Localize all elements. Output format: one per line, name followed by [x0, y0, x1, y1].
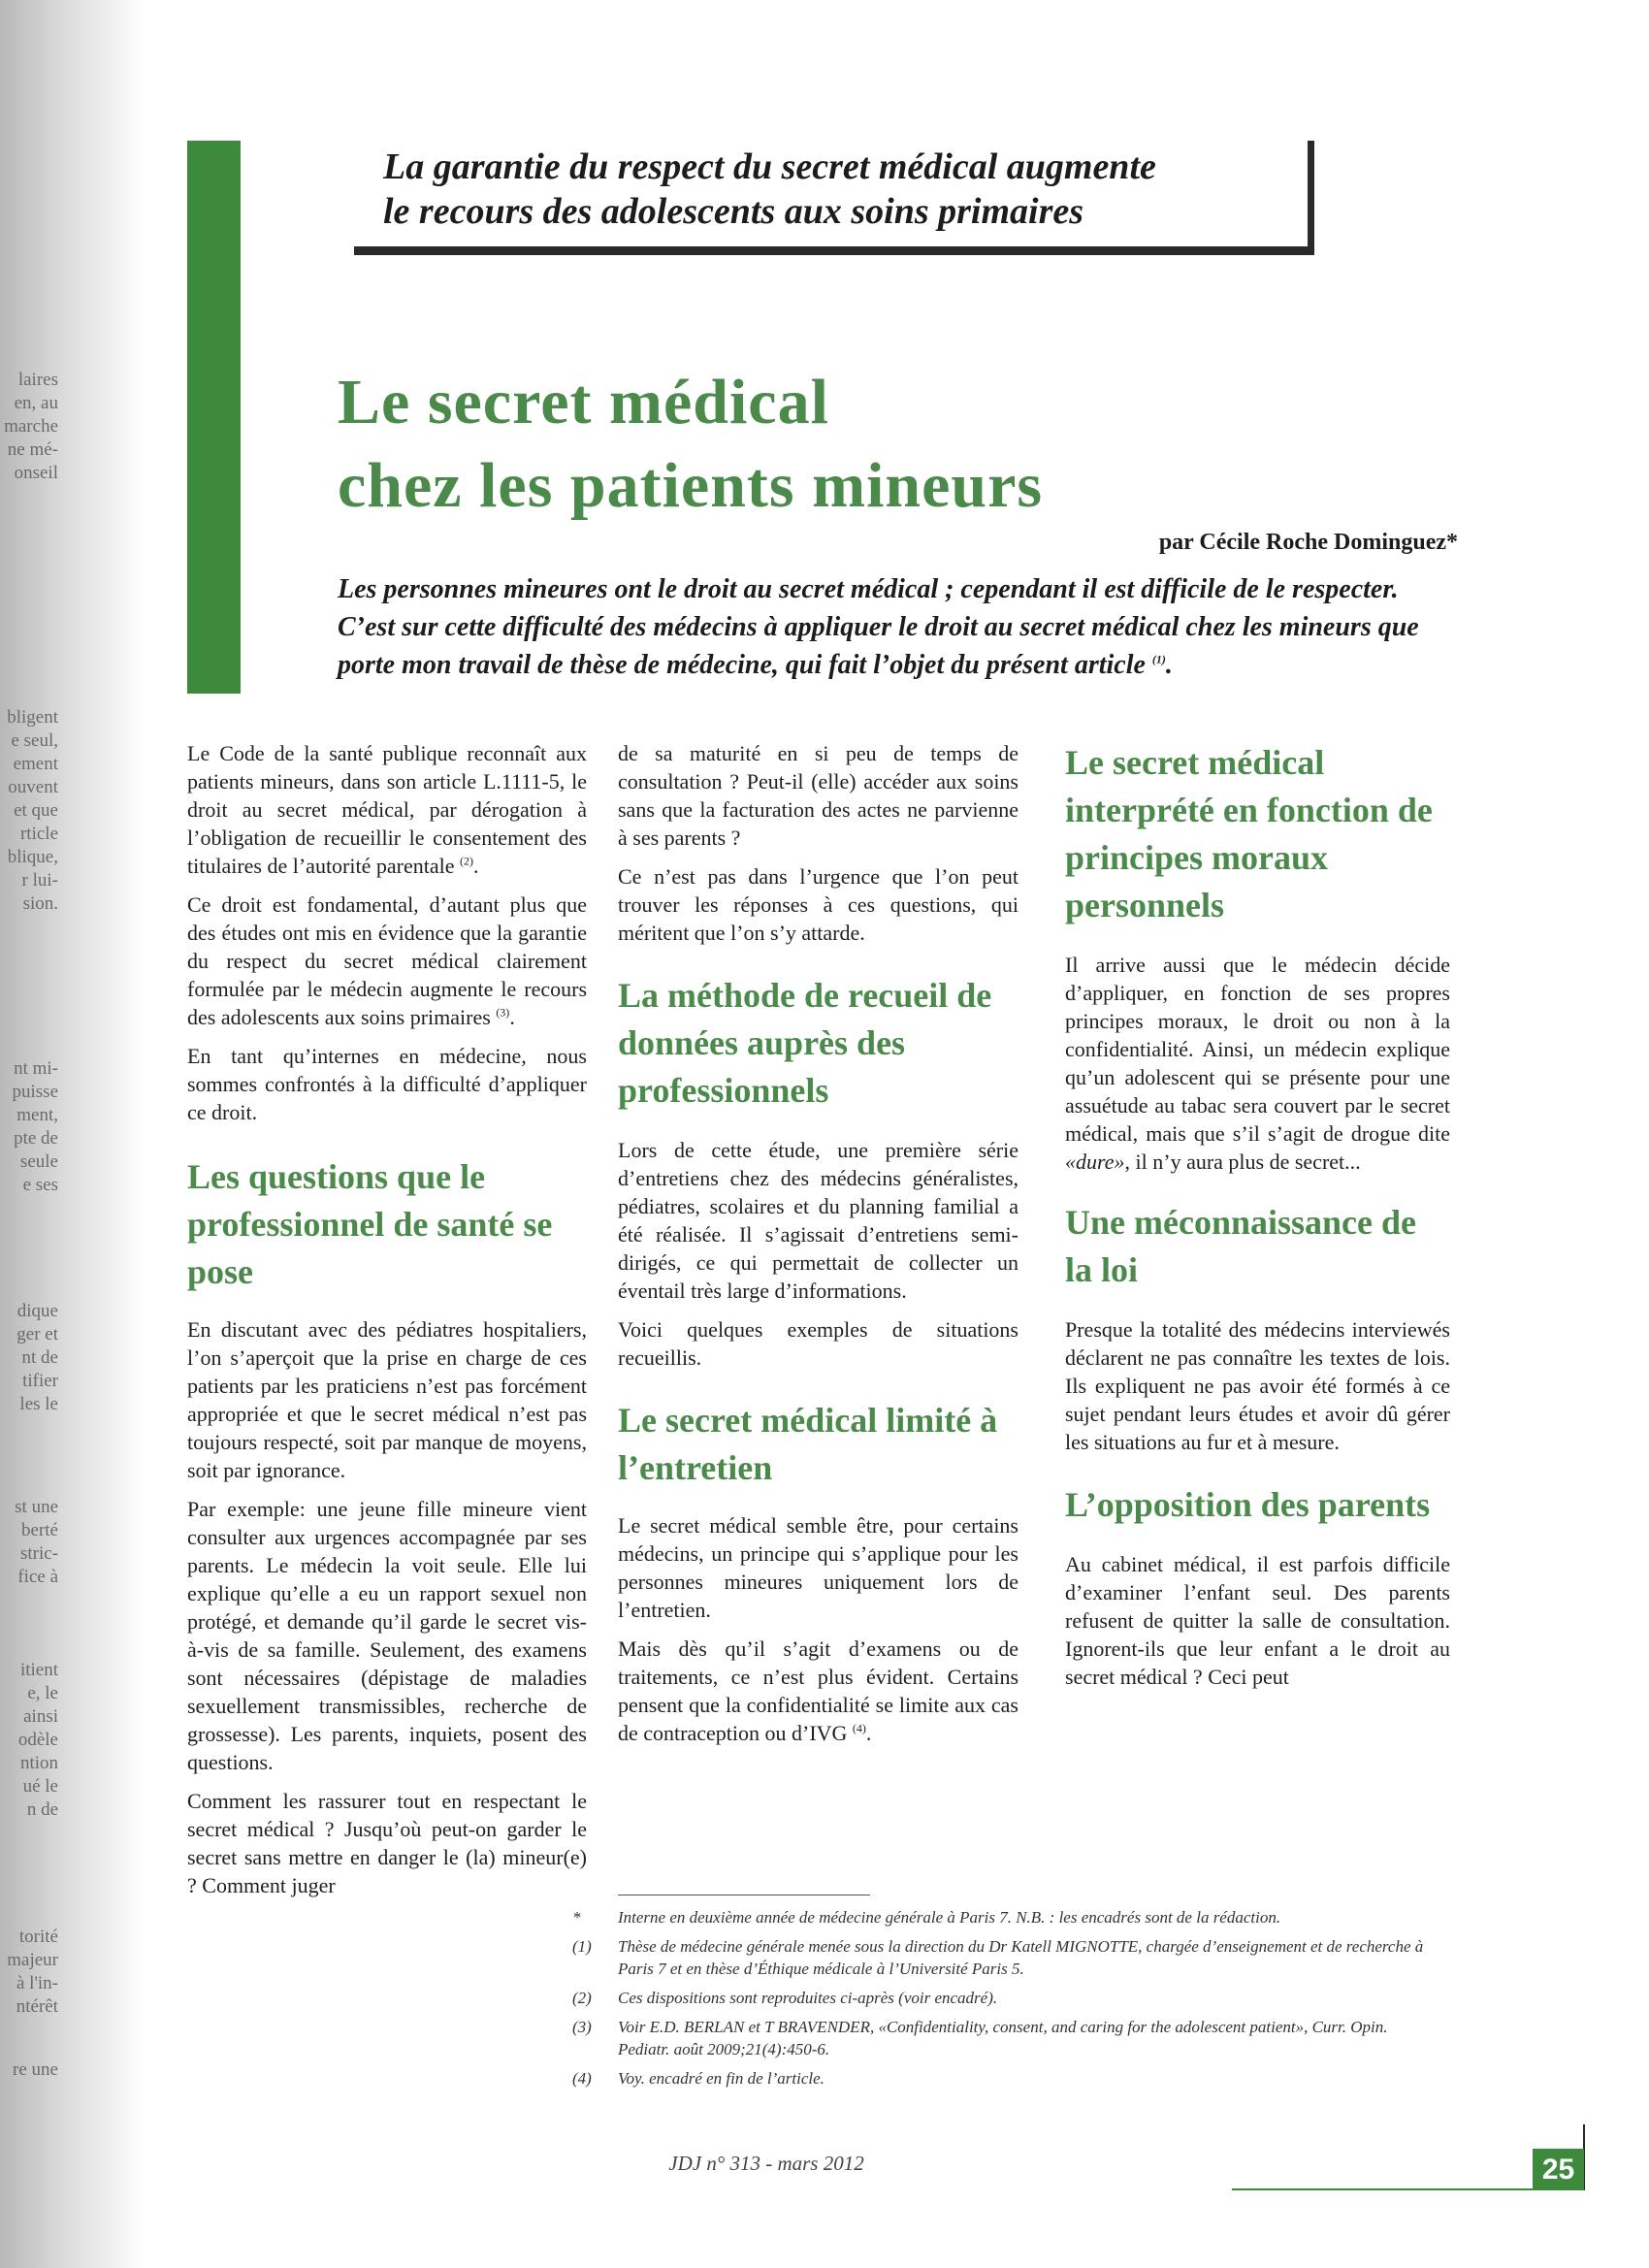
footnote-mark: (4) — [572, 2069, 592, 2088]
paragraph: de sa maturité en si peu de temps de consultation ? Peut-il (elle) accéder aux soins sans que la facturation des actes ne parvienne à ses parents ? — [618, 741, 1018, 850]
footnote — [572, 1935, 1436, 1980]
gutter-fragment-2: bligent e seul, ement ouvent et que rticle blique, r lui- sion. — [7, 707, 58, 914]
page-number-rule — [1232, 2188, 1584, 2190]
banner-text — [383, 145, 1156, 234]
paragraph: Ce n’est pas dans l’urgence que l’on peut trouver les réponses à ces questions, qui méritent que l’on s’y attarde. — [618, 864, 1018, 945]
section-heading: L’opposition des parents — [1065, 1485, 1431, 1524]
gutter-fragment-4: dique ger et nt de tifier les le — [16, 1301, 58, 1414]
footnote-ref: (2) — [459, 854, 473, 868]
paragraph-text: Mais dès qu’il s’agit d’examens ou de traitements, ce n’est plus évident. Certains pensent que la confidentialité se limite aux cas de contraception ou d’IVG — [618, 1636, 1018, 1745]
footnote — [572, 1906, 1436, 1928]
paragraph-text: , il n’y aura plus de secret... — [1124, 1150, 1361, 1174]
footnote — [572, 1987, 1436, 2009]
footnote-mark: (3) — [572, 2018, 592, 2036]
section-heading: Le secret médical limité à l’entretien — [618, 1401, 998, 1487]
section-heading: Les questions que le professionnel de santé se pose — [187, 1157, 553, 1291]
paragraph: Lors de cette étude, une première série d’entretiens chez des médecins généralistes, pédiatres, scolaires et du planning familial a été réalisée. Il s’agissait d’entretiens semi-dirigés, ce qui permettait de collecter un éventail très large d’informations. — [618, 1138, 1018, 1303]
footnote-mark: (2) — [572, 1989, 592, 2007]
footnote-text: Voir E.D. BERLAN et T BRAVENDER, «Confidentiality, consent, and caring for the adolescent patient», Curr. Opin. Pediatr. août 2009;21(4):450-6. — [618, 2018, 1388, 2058]
paragraph-text: Ce droit est fondamental, d’autant plus que des études ont mis en évidence que la garantie du respect du secret médical clairement formulée par le médecin augmente le recours des adolescents aux soins primaires — [187, 892, 587, 1029]
title-line-1: Le secret médical — [338, 367, 829, 437]
lead-paragraph: Les personnes mineures ont le droit au secret médical ; cependant il est difficile de le respecter. C’est sur cette difficulté des médecins à appliquer le droit au secret médical chez les mineurs que porte mon travail de thèse de médecine, qui fait l’objet du présent article $^{(1)}$. — [338, 574, 1419, 680]
footnote-ref: (3) — [496, 1005, 510, 1020]
paragraph: Presque la totalité des médecins interviewés déclarent ne pas connaître les textes de lois. Ils expliquent ne pas avoir été formés à ce sujet pendant leurs études et avoir dû gérer les situations au fur et à mesure. — [1065, 1317, 1450, 1454]
title-line-2: chez les patients mineurs — [338, 450, 1044, 521]
gutter-fragment-8: re une — [13, 2059, 58, 2080]
footnote — [572, 2067, 1436, 2090]
paragraph: En discutant avec des pédiatres hospitaliers, l’on s’aperçoit que la prise en charge de ces patients par les praticiens n’est pas forcément appropriée et que le secret médical n’est pas toujours respecté, soit par manque de moyens, soit par ignorance. — [187, 1317, 587, 1482]
gutter-fragment-3: nt mi- puisse ment, pte de seule e ses — [12, 1058, 58, 1195]
paragraph-text: Il arrive aussi que le médecin décide d’appliquer, en fonction de ses propres principes moraux, le droit ou non à la confidentialité. Ainsi, un médecin explique qu’un adolescent qui se présente pour une assuétude au tabac sera couvert par le secret médical, mais que s’il s’agit de drogue dite — [1065, 953, 1450, 1146]
footnote-text: Interne en deuxième année de médecine générale à Paris 7. N.B. : les encadrés sont de la rédaction. — [618, 1908, 1281, 1927]
column-2 — [618, 739, 1018, 1758]
banner-line-2: le recours des adolescents aux soins primaires — [383, 191, 1084, 232]
paragraph: Le Code de la santé publique reconnaît aux patients mineurs, dans son article L.1111-5, le droit au secret médical, par dérogation à l’obligation de recueillir le consentement des titulaires de l’autorité parentale $^{(2)}$. — [187, 741, 587, 878]
facing-page-gutter — [0, 0, 146, 2268]
paragraph: Le secret médical semble être, pour certains médecins, un principe qui s’applique pour les personnes mineures uniquement lors de l’entretien. — [618, 1513, 1018, 1622]
article-title — [338, 361, 1043, 528]
lead-text: Les personnes mineures ont le droit au secret médical ; cependant il est difficile de le respecter. C’est sur cette difficulté des médecins à appliquer le droit au secret médical chez les mineurs que porte mon travail de thèse de médecine, qui fait l’objet du présent article — [338, 574, 1419, 680]
paragraph: En tant qu’internes en médecine, nous sommes confrontés à la difficulté d’appliquer ce droit. — [187, 1044, 587, 1124]
page-number: 25 — [1533, 2149, 1584, 2190]
gutter-fragment-6: itient e, le ainsi odèle ntion ué le n de — [17, 1660, 58, 1820]
footnote — [572, 2016, 1436, 2060]
gutter-fragment-1: laires en, au marche ne mé- onseil — [4, 370, 58, 483]
banner-line-1: La garantie du respect du secret médical augmente — [383, 146, 1156, 187]
paragraph — [1065, 951, 1450, 1176]
paragraph: Au cabinet médical, il est parfois difficile d’examiner l’enfant seul. Des parents refusent de quitter la salle de consultation. Ignorent-ils que leur enfant a le droit au secret médical ? Ceci peut — [1065, 1552, 1450, 1689]
emphasis: «dure» — [1065, 1150, 1125, 1174]
paragraph: Mais dès qu’il s’agit d’examens ou de traitements, ce n’est plus évident. Certains pensent que la confidentialité se limite aux cas de contraception ou d’IVG $^{(4)}$. — [618, 1636, 1018, 1745]
headline-banner — [354, 141, 1314, 255]
footnote-text: Ces dispositions sont reproduites ci-après (voir encadré). — [618, 1989, 998, 2007]
paragraph: Comment les rassurer tout en respectant le secret médical ? Jusqu’où peut-on garder le secret sans mettre en danger le (la) mineur(e) ? Comment juger — [187, 1789, 587, 1897]
footnote-text: Voy. encadré en fin de l’article. — [618, 2069, 824, 2088]
paragraph: Par exemple: une jeune fille mineure vient consulter aux urgences accompagnée par ses parents. Le médecin la voit seule. Elle lui explique qu’elle a eu un rapport sexuel non protégé, et demande qu’il garde le secret vis-à-vis de sa famille. Seulement, des examens sont nécessaires (dépistage de maladies sexuellement transmissibles, recherche de grossesse). Les parents, inquiets, posent des questions. — [187, 1497, 587, 1774]
journal-reference: JDJ n° 313 - mars 2012 — [668, 2152, 864, 2175]
byline: par Cécile Roche Dominguez* — [1158, 530, 1458, 555]
paragraph-text: Le Code de la santé publique reconnaît aux patients mineurs, dans son article L.1111-5, le droit au secret médical, par dérogation à l’obligation de recueillir le consentement des titulaires de l’autorité parentale — [187, 741, 587, 878]
footnote-ref: (4) — [852, 1721, 866, 1735]
paragraph: Voici quelques exemples de situations recueillis. — [618, 1317, 1018, 1370]
footnote-text: Thèse de médecine générale menée sous la direction du Dr Katell MIGNOTTE, chargée d’enseignement et de recherche à Paris 7 et en thèse d’Éthique médicale à l’Université Paris 5. — [618, 1937, 1424, 1978]
footnote-mark: (1) — [572, 1937, 592, 1956]
footnotes — [572, 1906, 1436, 2096]
lead-ref: (1) — [1151, 652, 1166, 666]
section-heading: Le secret médical interprété en fonction de principes moraux personnels — [1065, 743, 1433, 924]
footnote-mark: * — [572, 1908, 581, 1927]
section-heading: La méthode de recueil de données auprès des professionnels — [618, 976, 992, 1110]
column-1 — [187, 739, 587, 1910]
gutter-fragment-5: st une berté stric- fice à — [15, 1497, 58, 1587]
green-accent-bar — [187, 141, 241, 694]
section-heading: Une méconnaissance de la loi — [1065, 1203, 1416, 1289]
gutter-fragment-7: torité majeur à l'in- ntérêt — [7, 1927, 58, 2017]
column-3 — [1065, 739, 1450, 1701]
paragraph: Ce droit est fondamental, d’autant plus que des études ont mis en évidence que la garantie du respect du secret médical clairement formulée par le médecin augmente le recours des adolescents aux soins primaires $^{(3)}$. — [187, 892, 587, 1029]
